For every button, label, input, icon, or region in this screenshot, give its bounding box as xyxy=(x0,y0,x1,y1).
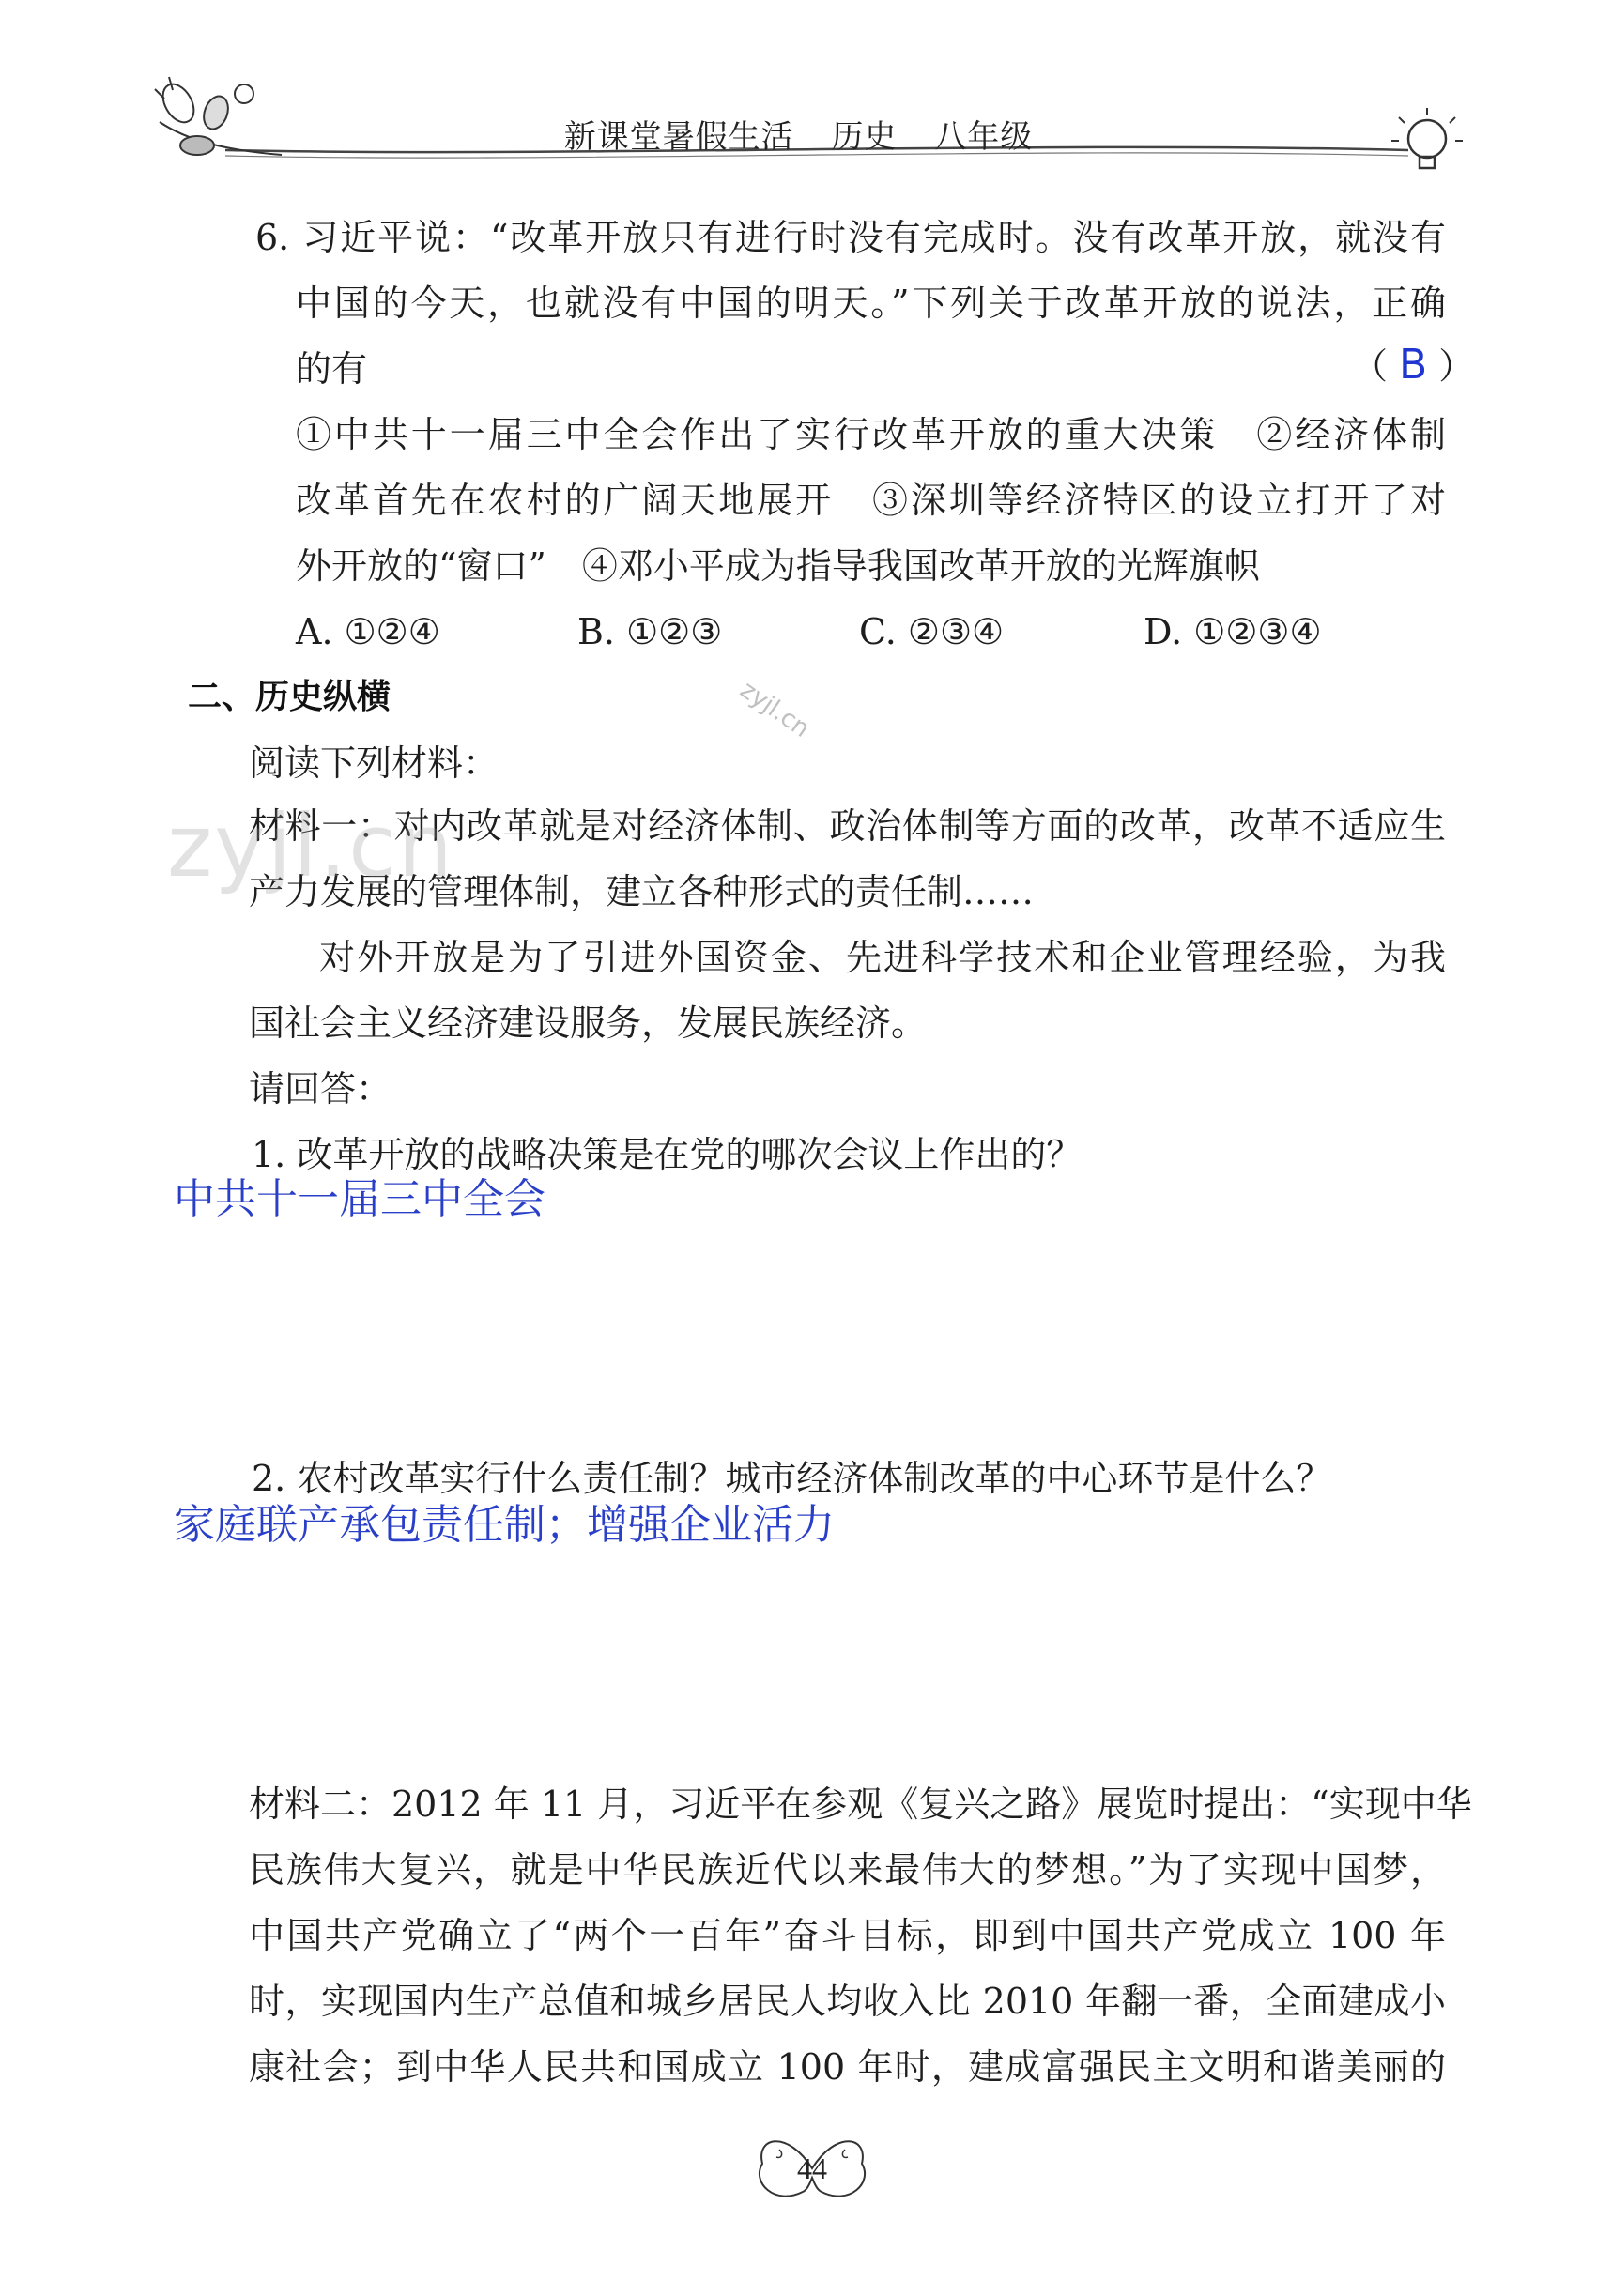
q6-line2: 中国的今天，也就没有中国的明天。”下列关于改革开放的说法，正确 xyxy=(296,283,1446,324)
material1-line4: 国社会主义经济建设服务，发展民族经济。 xyxy=(249,1003,928,1044)
q6-statement-line3: 外开放的“窗口” ④邓小平成为指导我国改革开放的光辉旗帜 xyxy=(296,545,1260,587)
q6-answer-bracket xyxy=(1352,342,1474,390)
option-a: A. ①②④ xyxy=(296,611,440,652)
q6-statement-line2: 改革首先在农村的广阔天地展开 ③深圳等经济特区的设立打开了对 xyxy=(296,480,1446,521)
material1-line1: 材料一：对内改革就是对经济体制、政治体制等方面的改革，改革不适应生 xyxy=(249,805,1446,847)
q6-answer: B xyxy=(1399,341,1428,389)
reading-intro: 阅读下列材料： xyxy=(249,742,499,784)
answer-1: 中共十一届三中全会 xyxy=(174,1175,545,1223)
material1-line2: 产力发展的管理体制，建立各种形式的责任制…… xyxy=(249,871,1035,912)
option-c: C. ②③④ xyxy=(859,611,1005,652)
material2-line1: 材料二：2012 年 11 月，习近平在参观《复兴之路》展览时提出：“实现中华 xyxy=(249,1783,1472,1825)
q6-line1: 6. 习近平说：“改革开放只有进行时没有完成时。没有改革开放，就没有 xyxy=(255,217,1446,258)
paren-close: ） xyxy=(1438,345,1475,387)
material2-line4: 时，实现国内生产总值和城乡居民人均收入比 2010 年翻一番，全面建成小 xyxy=(249,1981,1446,2022)
section-title: 二、历史纵横 xyxy=(188,678,392,716)
subject-title: 历史 xyxy=(831,118,898,156)
header-title xyxy=(0,111,1597,157)
grade-title: 八年级 xyxy=(934,118,1034,156)
option-d: D. ①②③④ xyxy=(1144,611,1322,652)
q6-statement-line1: ①中共十一届三中全会作出了实行改革开放的重大决策 ②经济体制 xyxy=(296,414,1446,455)
question-2: 2. 农村改革实行什么责任制？城市经济体制改革的中心环节是什么？ xyxy=(252,1458,1332,1499)
q6-line3: 的有 xyxy=(296,348,368,390)
question-1: 1. 改革开放的战略决策是在党的哪次会议上作出的？ xyxy=(252,1134,1083,1175)
watermark-big: zyjl.cn xyxy=(167,796,454,896)
material1-line3: 对外开放是为了引进外国资金、先进科学技术和企业管理经验，为我 xyxy=(319,937,1446,978)
watermark-small: zyjl.cn xyxy=(734,676,815,743)
please-answer: 请回答： xyxy=(249,1068,392,1110)
option-b: B. ①②③ xyxy=(577,611,723,652)
paren-open: （ xyxy=(1352,345,1389,387)
answer-2: 家庭联产承包责任制；增强企业活力 xyxy=(174,1501,835,1549)
book-title: 新课堂暑假生活 xyxy=(563,118,794,156)
page-number: 44 xyxy=(797,2151,827,2185)
material2-line5: 康社会；到中华人民共和国成立 100 年时，建成富强民主文明和谐美丽的 xyxy=(249,2046,1446,2088)
material2-line3: 中国共产党确立了“两个一百年”奋斗目标，即到中国共产党成立 100 年 xyxy=(249,1915,1446,1956)
material2-line2: 民族伟大复兴，就是中华民族近代以来最伟大的梦想。”为了实现中国梦， xyxy=(249,1849,1446,1890)
